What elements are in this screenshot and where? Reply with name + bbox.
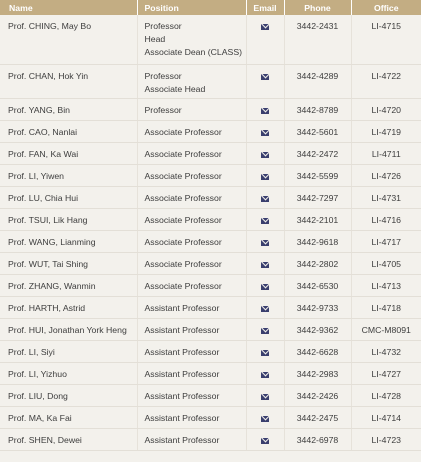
name-cell bbox=[0, 252, 137, 274]
name-cell bbox=[0, 406, 137, 428]
staff-name: Prof. ZHANG, Wanmin bbox=[8, 280, 96, 291]
staff-position: Associate Professor bbox=[144, 192, 222, 203]
staff-position: Assistant Professor bbox=[144, 412, 220, 423]
staff-name: Prof. TSUI, Lik Hang bbox=[8, 214, 88, 225]
office-cell bbox=[351, 406, 421, 428]
staff-phone: 3442-2475 bbox=[296, 412, 339, 423]
email-cell bbox=[246, 186, 284, 208]
staff-phone: 3442-2101 bbox=[296, 214, 339, 225]
staff-position: Associate Professor bbox=[144, 148, 222, 159]
staff-office: LI-4726 bbox=[371, 170, 401, 181]
staff-phone: 3442-9362 bbox=[296, 324, 339, 335]
email-cell bbox=[246, 98, 284, 120]
position-cell bbox=[137, 362, 246, 384]
staff-name: Prof. LI, Siyi bbox=[8, 346, 55, 357]
staff-office: LI-4732 bbox=[371, 346, 401, 357]
staff-name: Prof. LU, Chia Hui bbox=[8, 192, 79, 203]
email-cell bbox=[246, 142, 284, 164]
name-cell bbox=[0, 230, 137, 252]
staff-phone: 3442-6628 bbox=[296, 346, 339, 357]
staff-position: Assistant Professor bbox=[144, 390, 220, 401]
office-cell bbox=[351, 274, 421, 296]
name-cell bbox=[0, 15, 137, 64]
table-row bbox=[0, 186, 421, 208]
office-cell bbox=[351, 98, 421, 120]
name-cell bbox=[0, 64, 137, 98]
email-cell bbox=[246, 230, 284, 252]
position-cell bbox=[137, 318, 246, 340]
phone-cell bbox=[284, 120, 351, 142]
staff-position: Assistant Professor bbox=[144, 302, 220, 313]
phone-cell bbox=[284, 340, 351, 362]
staff-office: LI-4727 bbox=[371, 368, 401, 379]
name-cell bbox=[0, 274, 137, 296]
staff-position: Associate Professor bbox=[144, 170, 222, 181]
phone-cell bbox=[284, 384, 351, 406]
envelope-icon[interactable] bbox=[261, 240, 269, 246]
phone-cell bbox=[284, 318, 351, 340]
phone-cell bbox=[284, 186, 351, 208]
email-cell bbox=[246, 164, 284, 186]
staff-office: LI-4711 bbox=[371, 148, 401, 159]
staff-position: Associate Dean (CLASS) bbox=[144, 47, 243, 57]
office-cell bbox=[351, 64, 421, 98]
envelope-icon[interactable] bbox=[261, 152, 269, 158]
envelope-icon[interactable] bbox=[261, 438, 269, 444]
phone-cell bbox=[284, 274, 351, 296]
table-row bbox=[0, 362, 421, 384]
staff-name: Prof. HARTH, Astrid bbox=[8, 302, 86, 313]
staff-name: Prof. YANG, Bin bbox=[8, 104, 70, 115]
staff-office: LI-4731 bbox=[371, 192, 401, 203]
staff-name: Prof. WANG, Lianming bbox=[8, 236, 96, 247]
position-cell bbox=[137, 120, 246, 142]
staff-phone: 3442-9618 bbox=[296, 236, 339, 247]
email-cell bbox=[246, 340, 284, 362]
staff-name: Prof. SHEN, Dewei bbox=[8, 434, 82, 445]
office-cell bbox=[351, 208, 421, 230]
staff-office: LI-4717 bbox=[371, 236, 401, 247]
phone-cell bbox=[284, 252, 351, 274]
phone-cell bbox=[284, 98, 351, 120]
column-header-office[interactable]: Office bbox=[351, 0, 421, 15]
table-row bbox=[0, 164, 421, 186]
email-cell bbox=[246, 296, 284, 318]
table-row bbox=[0, 98, 421, 120]
staff-position: Associate Professor bbox=[144, 280, 222, 291]
column-header-position[interactable]: Position bbox=[137, 0, 246, 15]
envelope-icon[interactable] bbox=[261, 130, 269, 136]
office-cell bbox=[351, 142, 421, 164]
phone-cell bbox=[284, 15, 351, 64]
staff-office: LI-4713 bbox=[371, 280, 401, 291]
position-cell bbox=[137, 164, 246, 186]
envelope-icon[interactable] bbox=[261, 218, 269, 224]
envelope-icon[interactable] bbox=[261, 306, 269, 312]
table-row bbox=[0, 340, 421, 362]
envelope-icon[interactable] bbox=[261, 284, 269, 290]
staff-phone: 3442-6530 bbox=[296, 280, 339, 291]
table-row bbox=[0, 274, 421, 296]
staff-position: Associate Professor bbox=[144, 258, 222, 269]
staff-office: LI-4719 bbox=[371, 126, 401, 137]
email-cell bbox=[246, 208, 284, 230]
staff-phone: 3442-8789 bbox=[296, 104, 339, 115]
position-cell bbox=[137, 15, 246, 64]
staff-phone: 3442-2472 bbox=[296, 148, 339, 159]
staff-office: LI-4715 bbox=[371, 21, 401, 31]
staff-name: Prof. LI, Yiwen bbox=[8, 170, 65, 181]
name-cell bbox=[0, 164, 137, 186]
position-cell bbox=[137, 340, 246, 362]
phone-cell bbox=[284, 164, 351, 186]
staff-position: Associate Professor bbox=[144, 236, 222, 247]
table-row bbox=[0, 64, 421, 98]
staff-position: Associate Professor bbox=[144, 126, 222, 137]
staff-phone: 3442-2802 bbox=[296, 258, 339, 269]
office-cell bbox=[351, 362, 421, 384]
phone-cell bbox=[284, 406, 351, 428]
office-cell bbox=[351, 296, 421, 318]
name-cell bbox=[0, 296, 137, 318]
staff-name: Prof. CHAN, Hok Yin bbox=[8, 70, 89, 81]
envelope-icon[interactable] bbox=[261, 262, 269, 268]
phone-cell bbox=[284, 230, 351, 252]
envelope-icon[interactable] bbox=[261, 108, 269, 114]
staff-phone: 3442-9733 bbox=[296, 302, 339, 313]
staff-phone: 3442-6978 bbox=[296, 434, 339, 445]
email-cell bbox=[246, 120, 284, 142]
staff-office: LI-4723 bbox=[371, 434, 401, 445]
name-cell bbox=[0, 384, 137, 406]
table-row bbox=[0, 252, 421, 274]
column-header-email[interactable]: Email bbox=[246, 0, 284, 15]
name-cell bbox=[0, 208, 137, 230]
office-cell bbox=[351, 15, 421, 64]
staff-name: Prof. MA, Ka Fai bbox=[8, 412, 72, 423]
position-cell bbox=[137, 428, 246, 450]
office-cell bbox=[351, 340, 421, 362]
staff-phone: 3442-5601 bbox=[296, 126, 339, 137]
staff-name: Prof. FAN, Ka Wai bbox=[8, 148, 79, 159]
name-cell bbox=[0, 340, 137, 362]
position-cell bbox=[137, 252, 246, 274]
email-cell bbox=[246, 318, 284, 340]
table-row bbox=[0, 208, 421, 230]
office-cell bbox=[351, 428, 421, 450]
envelope-icon[interactable] bbox=[261, 416, 269, 422]
staff-position: Professor bbox=[144, 104, 182, 115]
staff-phone: 3442-7297 bbox=[296, 192, 339, 203]
staff-office: LI-4705 bbox=[371, 258, 401, 269]
email-cell bbox=[246, 15, 284, 64]
position-cell bbox=[137, 186, 246, 208]
position-cell bbox=[137, 98, 246, 120]
column-header-name[interactable]: Name bbox=[0, 0, 137, 15]
staff-office: LI-4720 bbox=[371, 104, 401, 115]
staff-office: LI-4728 bbox=[371, 390, 401, 401]
email-cell bbox=[246, 362, 284, 384]
name-cell bbox=[0, 362, 137, 384]
office-cell bbox=[351, 252, 421, 274]
table-row bbox=[0, 15, 421, 64]
staff-office: LI-4718 bbox=[371, 302, 401, 313]
envelope-icon[interactable] bbox=[261, 328, 269, 334]
staff-name: Prof. LI, Yizhuo bbox=[8, 368, 67, 379]
name-cell bbox=[0, 120, 137, 142]
phone-cell bbox=[284, 142, 351, 164]
position-cell bbox=[137, 296, 246, 318]
staff-position: Professor bbox=[144, 21, 182, 31]
staff-position: Professor bbox=[144, 70, 182, 81]
email-cell bbox=[246, 274, 284, 296]
name-cell bbox=[0, 142, 137, 164]
office-cell bbox=[351, 164, 421, 186]
phone-cell bbox=[284, 362, 351, 384]
phone-cell bbox=[284, 64, 351, 98]
name-cell bbox=[0, 428, 137, 450]
email-cell bbox=[246, 384, 284, 406]
table-row bbox=[0, 120, 421, 142]
email-cell bbox=[246, 64, 284, 98]
position-cell bbox=[137, 274, 246, 296]
email-cell bbox=[246, 252, 284, 274]
envelope-icon[interactable] bbox=[261, 196, 269, 202]
staff-name: Prof. CAO, Nanlai bbox=[8, 126, 78, 137]
position-cell bbox=[137, 406, 246, 428]
office-cell bbox=[351, 230, 421, 252]
phone-cell bbox=[284, 428, 351, 450]
staff-position: Assistant Professor bbox=[144, 324, 220, 335]
position-cell bbox=[137, 142, 246, 164]
envelope-icon[interactable] bbox=[261, 372, 269, 378]
position-cell bbox=[137, 230, 246, 252]
staff-office: LI-4714 bbox=[371, 412, 401, 423]
staff-office: CMC-M8091 bbox=[361, 324, 411, 335]
name-cell bbox=[0, 318, 137, 340]
table-row bbox=[0, 384, 421, 406]
phone-cell bbox=[284, 208, 351, 230]
envelope-icon[interactable] bbox=[261, 350, 269, 356]
staff-phone: 3442-2983 bbox=[296, 368, 339, 379]
office-cell bbox=[351, 186, 421, 208]
email-cell bbox=[246, 428, 284, 450]
position-cell bbox=[137, 208, 246, 230]
envelope-icon[interactable] bbox=[261, 74, 269, 80]
staff-position: Assistant Professor bbox=[144, 346, 220, 357]
table-header bbox=[0, 0, 421, 15]
column-header-phone[interactable]: Phone bbox=[284, 0, 351, 15]
staff-phone: 3442-4289 bbox=[296, 70, 339, 81]
staff-name: Prof. LIU, Dong bbox=[8, 390, 68, 401]
envelope-icon[interactable] bbox=[261, 394, 269, 400]
position-cell bbox=[137, 64, 246, 98]
table-row bbox=[0, 428, 421, 450]
staff-office: LI-4716 bbox=[371, 214, 401, 225]
table-row bbox=[0, 318, 421, 340]
office-cell bbox=[351, 120, 421, 142]
envelope-icon[interactable] bbox=[261, 24, 269, 30]
staff-position: Associate Professor bbox=[144, 214, 222, 225]
staff-position: Assistant Professor bbox=[144, 368, 220, 379]
staff-position: Head bbox=[144, 34, 166, 44]
table-row bbox=[0, 296, 421, 318]
email-cell bbox=[246, 406, 284, 428]
name-cell bbox=[0, 186, 137, 208]
table-body bbox=[0, 15, 421, 450]
staff-name: Prof. HUI, Jonathan York Heng bbox=[8, 324, 127, 335]
header-row bbox=[0, 0, 421, 15]
staff-name: Prof. CHING, May Bo bbox=[8, 21, 92, 31]
staff-position: Assistant Professor bbox=[144, 434, 220, 445]
phone-cell bbox=[284, 296, 351, 318]
table-row bbox=[0, 230, 421, 252]
office-cell bbox=[351, 384, 421, 406]
staff-office: LI-4722 bbox=[371, 70, 401, 81]
staff-phone: 3442-2431 bbox=[296, 21, 339, 31]
staff-position: Associate Head bbox=[144, 83, 206, 94]
staff-phone: 3442-5599 bbox=[296, 170, 339, 181]
table-row bbox=[0, 142, 421, 164]
staff-phone: 3442-2426 bbox=[296, 390, 339, 401]
position-cell bbox=[137, 384, 246, 406]
table-row bbox=[0, 406, 421, 428]
office-cell bbox=[351, 318, 421, 340]
name-cell bbox=[0, 98, 137, 120]
staff-name: Prof. WUT, Tai Shing bbox=[8, 258, 88, 269]
envelope-icon[interactable] bbox=[261, 174, 269, 180]
